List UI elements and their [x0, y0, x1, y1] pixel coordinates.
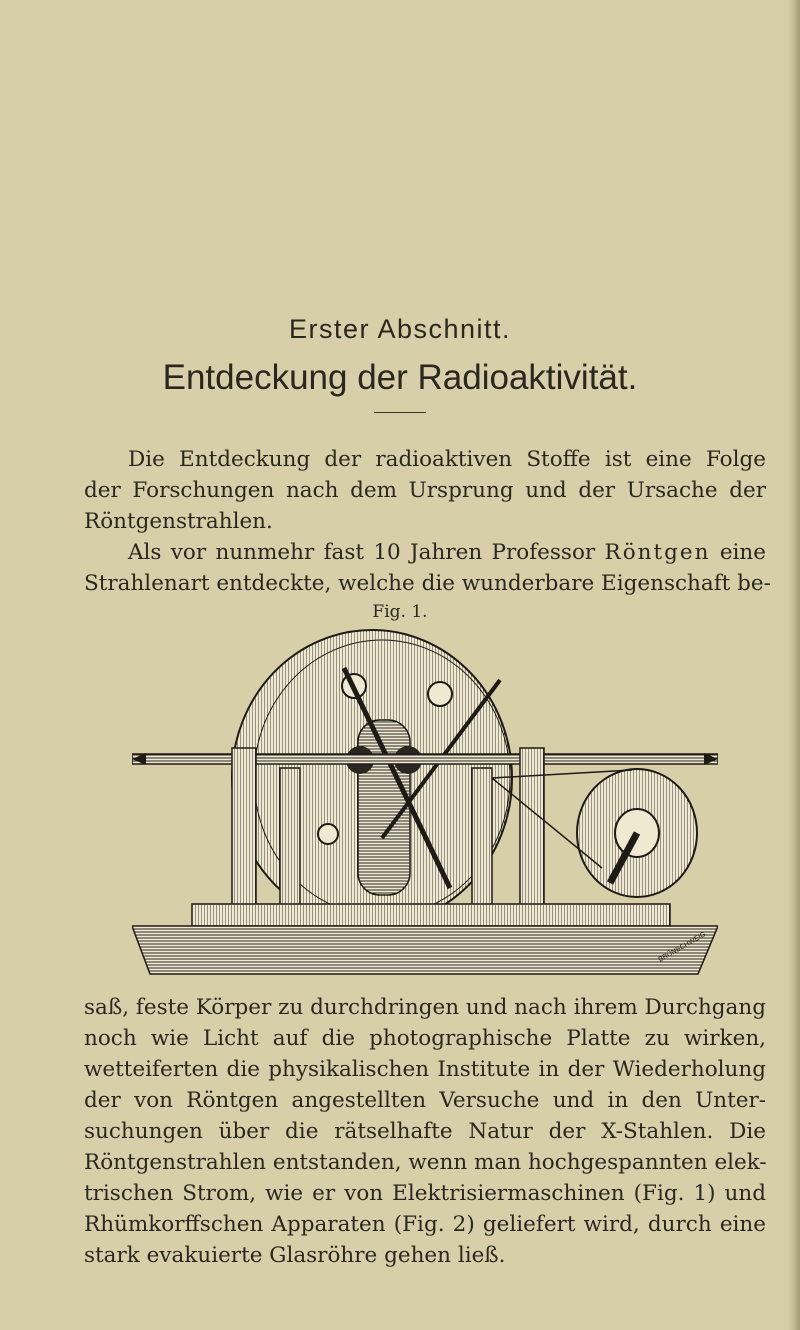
title-rule — [374, 412, 426, 413]
paragraph-3 — [84, 992, 766, 1271]
text-line: Röntgenstrahlen entstanden, wenn man hochgespannten elek- — [84, 1150, 767, 1175]
text-line: stark evakuierte Glasröhre gehen ließ. — [84, 1243, 506, 1268]
text-line: Röntgenstrahlen. — [84, 509, 273, 534]
column-left-inner — [280, 768, 300, 906]
column-left-outer — [232, 748, 256, 906]
electrostatic-machine-illustration — [132, 628, 718, 978]
text-line: suchungen über die rätselhafte Natur der X-Stahlen. Die — [84, 1119, 766, 1144]
figure-caption: Fig. 1. — [372, 602, 428, 622]
column-right-inner — [472, 768, 492, 906]
text-line: Strahlenart entdeckte, welche die wunderbare Eigenschaft be- — [84, 571, 771, 596]
chapter-title: Entdeckung der Radioaktivität. — [162, 358, 638, 397]
paragraph-1 — [84, 444, 766, 537]
text-fragment: Als vor nunmehr fast 10 Jahren Professor — [128, 540, 596, 565]
paragraph-2 — [84, 537, 771, 599]
knob-lower-left — [318, 824, 338, 844]
column-right-outer — [520, 748, 544, 906]
text-line: trischen Strom, wie er von Elektrisiermaschinen (Fig. 1) und — [84, 1181, 766, 1206]
name-roentgen: Röntgen — [604, 540, 711, 565]
text-line — [84, 537, 766, 568]
text-line: wetteiferten die physikalischen Institute in der Wiederholung — [84, 1057, 766, 1082]
knob-top-right — [428, 682, 452, 706]
text-line: Rhümkorffschen Apparaten (Fig. 2) geliefert wird, durch eine — [84, 1212, 766, 1237]
text-line: der Forschungen nach dem Ursprung und der Ursache der — [84, 478, 766, 503]
text-line: der von Röntgen angestellten Versuche und in den Unter- — [84, 1088, 766, 1113]
base-top — [192, 904, 670, 926]
text-line: Die Entdeckung der radioaktiven Stoffe ist eine Folge — [128, 447, 766, 472]
text-fragment: eine — [719, 540, 766, 565]
page-edge — [788, 0, 800, 1330]
base-plinth — [132, 926, 718, 974]
chapter-heading: Erster Abschnitt. — [288, 314, 512, 344]
text-line: saß, feste Körper zu durchdringen und nach ihrem Durchgang — [84, 995, 766, 1020]
engraver-mark: BRÜNSCHWEIG — [657, 931, 708, 964]
text-line: noch wie Licht auf die photographische Platte zu wirken, — [84, 1026, 766, 1051]
conductor-bar — [132, 754, 718, 764]
